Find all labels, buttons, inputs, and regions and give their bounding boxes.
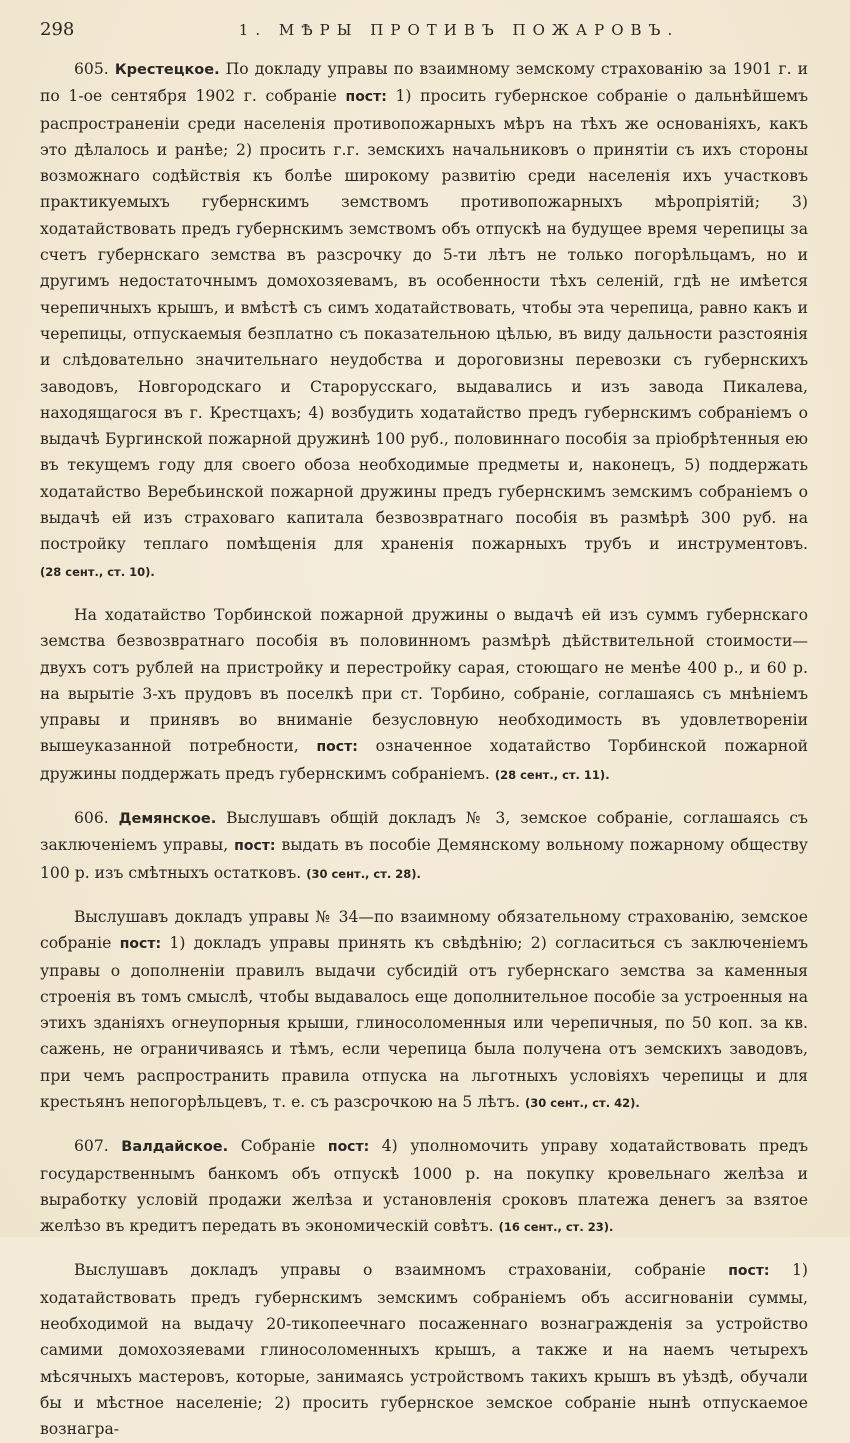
session-reference: (16 сент., ст. 23). (498, 1220, 614, 1235)
session-reference: (30 сент., ст. 42). (525, 1095, 640, 1110)
entry-605-paragraph-1 (40, 56, 808, 585)
section-title: 1. МѢРЫ ПРОТИВЪ ПОЖАРОВЪ. (238, 21, 680, 39)
paragraph-text: 1) ходатайствовать предъ губернскимъ земскимъ собраніемъ объ ассигнованіи суммы, необходимой на выдачу 20-тикопеечнаго посаженнаго вознагражденія за устройство самими домохозяевами глиносоломенныхъ крышъ, а также и на наемъ четырехъ мѣсячныхъ мастеровъ, которые, занимаясь устройствомъ такихъ крышъ въ уѣздѣ, обучали бы и мѣстное населеніе; 2) просить губернское земское собраніе нынѣ отпускаемое вознагра- (40, 1261, 808, 1439)
paragraph-text: 4) уполномочить управу ходатайствовать предъ государственнымъ банкомъ объ отпускѣ 1000 р. на покупку кровельнаго желѣза и выработку условій продажи желѣза и установленія сроковъ платежа денегъ за взятое желѣзо въ кредитъ передать въ экономическій совѣтъ. (40, 1137, 808, 1236)
paragraph-text: 1) докладъ управы принять къ свѣдѣнію; 2) согласиться съ заключеніемъ управы о дополненіи правилъ выдачи субсидій отъ губернскаго земства за каменныя строенія въ томъ смыслѣ, чтобы выдавалось еще дополнительное пособіе за устроенныя на этихъ зданіяхъ огнеупорныя крыши, глиносоломенныя или черепичныя, по 50 коп. за кв. сажень, не ограничиваясь и тѣмъ, если черепица была получена отъ земскихъ заводовъ, при чемъ распространить правила отпуска на льготныхъ условіяхъ черепицы и для крестьянъ непогорѣльцевъ, т. е. съ разсрочкою на 5 лѣтъ. (40, 934, 808, 1111)
page-body (40, 56, 808, 1443)
paragraph-text: Выслушавъ общій докладъ № 3, земское собраніе, соглашаясь съ заключеніемъ управы, (40, 809, 808, 855)
entry-number: 607. (74, 1137, 109, 1156)
session-reference: (28 сент., ст. 11). (494, 767, 610, 782)
paragraph-text: По докладу управы по взаимному земскому страхованію за 1901 г. и по 1-ое сентября 1902 г. собраніе (40, 60, 808, 106)
running-head (40, 18, 808, 42)
paragraph-text: На ходатайство Торбинской пожарной дружины о выдачѣ ей изъ суммъ губернскаго земства безвозвратнаго пособія въ половинномъ размѣрѣ дѣйствительной стоимости—двухъ сотъ рублей на пристройку и перестройку сарая, стоющаго не менѣе 400 р., и 60 р. на вырытіе 3-хъ прудовъ въ поселкѣ при ст. Торбино, собраніе, соглашаясь съ мнѣніемъ управы и принявъ во вниманіе безусловную необходимость въ удовлетвореніи вышеуказанной потребности, (40, 605, 808, 756)
paragraph-text: выдать въ пособіе Демянскому вольному пожарному обществу 100 р. изъ смѣтныхъ остатковъ. (40, 836, 808, 882)
session-reference: (28 сент., ст. 10). (40, 564, 155, 579)
session-reference: (30 сент., ст. 28). (306, 866, 421, 881)
paragraph-text: Собраніе (240, 1137, 316, 1156)
entry-607-paragraph-1 (40, 1133, 808, 1240)
entry-606-paragraph-2 (40, 904, 808, 1116)
paragraph-text: 1) просить губернское собраніе о дальнѣйшемъ распространеніи среди населенія противопожарныхъ мѣръ на тѣхъ же основаніяхъ, какъ это дѣлалось и ранѣе; 2) просить г.г. земскихъ начальниковъ о принятіи съ ихъ стороны возможнаго содѣйствія къ болѣе широкому развитію среди населенія ихъ участковъ практикуемыхъ губернскимъ земствомъ противопожарныхъ мѣропріятій; 3) ходатайствовать предъ губернскимъ земствомъ объ отпускѣ на будущее время черепицы за счетъ губернскаго земства въ разсрочку до 5-ти лѣтъ не только погорѣльцамъ, но и другимъ недостаточнымъ домохозяевамъ, въ особенности тѣхъ селеній, гдѣ не имѣется черепичныхъ крышъ, и вмѣстѣ съ симъ ходатайствовать, чтобы эта черепица, равно какъ и черепицы, отпускаемыя безплатно съ показательною цѣлью, въ виду дальности разстоянія и слѣдовательно значительнаго неудобства и дороговизны перевозки съ губернскихъ заводовъ, Новгородскаго и Старорусскаго, выдавались и изъ завода Пикалева, находящагося въ г. Крестцахъ; 4) возбудить ходатайство предъ губернскимъ собраніемъ о выдачѣ Бургинской пожарной дружинѣ 100 руб., половиннаго пособія за пріобрѣтенныя ею въ текущемъ году для своего обоза необходимые предметы и, наконецъ, 5) поддержать ходатайство Веребьинской пожарной дружины предъ губернскимъ земскимъ собраніемъ о выдачѣ ей изъ страховаго капитала безвозвратнаго пособія въ размѣрѣ 300 руб. на постройку теплаго помѣщенія для храненія пожарныхъ трубъ и инструментовъ. (40, 87, 809, 554)
page-number: 298 (40, 19, 75, 40)
resolution-marker: пост: (316, 739, 358, 756)
resolution-marker: пост: (728, 1263, 770, 1280)
paragraph-text: Выслушавъ докладъ управы о взаимномъ страхованіи, собраніе (74, 1261, 706, 1280)
entry-605-paragraph-2 (40, 602, 808, 788)
paragraph-text: Выслушавъ докладъ управы № 34—по взаимному обязательному страхованію, земское собраніе (40, 907, 808, 953)
entry-number: 605. (74, 60, 109, 78)
resolution-marker: пост: (327, 1139, 370, 1156)
district-name: Крестецкое. (114, 62, 220, 78)
entry-607-paragraph-2 (40, 1257, 808, 1442)
entry-number: 606. (74, 809, 109, 828)
resolution-marker: пост: (234, 838, 276, 855)
entry-606-paragraph-1 (40, 805, 808, 887)
resolution-marker: пост: (345, 89, 387, 106)
resolution-marker: пост: (119, 936, 162, 953)
district-name: Валдайское. (121, 1139, 229, 1156)
paragraph-text: означенное ходатайство Торбинской пожарной дружины поддержать предъ губернскимъ собраніемъ. (40, 737, 809, 783)
district-name: Демянское. (118, 811, 217, 828)
